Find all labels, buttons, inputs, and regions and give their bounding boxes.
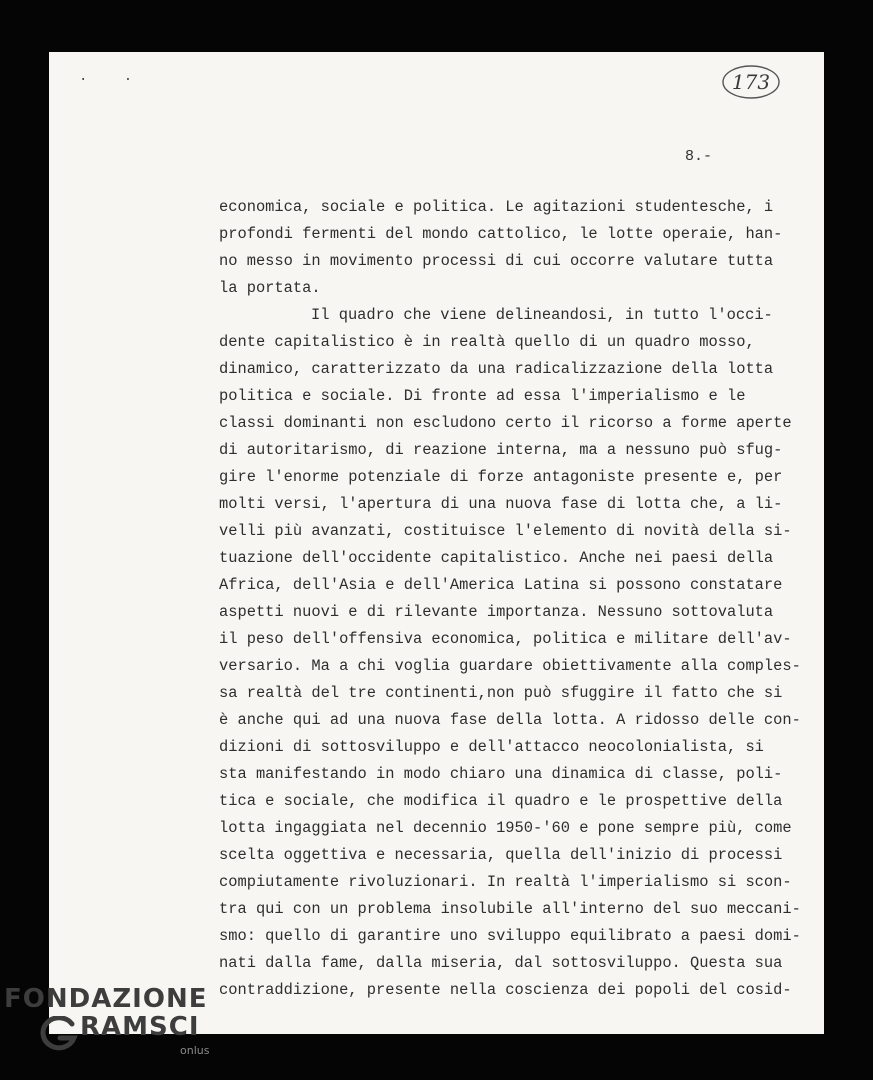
text-line: Africa, dell'Asia e dell'America Latina si possono constatare bbox=[219, 576, 783, 594]
page-number: 8.- bbox=[685, 148, 713, 165]
text-line: aspetti nuovi e di rilevante importanza. Nessuno sottovaluta bbox=[219, 603, 774, 621]
folio-number: 173 bbox=[731, 70, 771, 94]
folio-stamp bbox=[721, 64, 781, 100]
text-line: economica, sociale e politica. Le agitazioni studentesche, i bbox=[219, 198, 774, 216]
text-line: la portata. bbox=[219, 279, 321, 297]
text-line: velli più avanzati, costituisce l'elemento di novità della si- bbox=[219, 522, 792, 540]
document-page bbox=[49, 52, 824, 1034]
text-line: scelta oggettiva e necessaria, quella dell'inizio di processi bbox=[219, 846, 783, 864]
text-line: classi dominanti non escludono certo il ricorso a forme aperte bbox=[219, 414, 792, 432]
text-line: profondi fermenti del mondo cattolico, le lotte operaie, han- bbox=[219, 225, 783, 243]
text-line: no messo in movimento processi di cui occorre valutare tutta bbox=[219, 252, 774, 270]
text-line: gire l'enorme potenziale di forze antagoniste presente e, per bbox=[219, 468, 783, 486]
margin-dots: · · bbox=[79, 72, 147, 88]
typed-text-body bbox=[219, 194, 809, 1004]
text-line: lotta ingaggiata nel decennio 1950-'60 e pone sempre più, come bbox=[219, 819, 792, 837]
text-line: dizioni di sottosviluppo e dell'attacco neocolonialista, si bbox=[219, 738, 764, 756]
text-line: contraddizione, presente nella coscienza dei popoli del cosid- bbox=[219, 981, 792, 999]
text-line: dente capitalistico è in realtà quello di un quadro mosso, bbox=[219, 333, 755, 351]
text-line: di autoritarismo, di reazione interna, ma a nessuno può sfug- bbox=[219, 441, 783, 459]
text-line: sa realtà del tre continenti,non può sfuggire il fatto che si bbox=[219, 684, 783, 702]
watermark-word2: RAMSCI bbox=[80, 1012, 200, 1042]
text-line: tuazione dell'occidente capitalistico. Anche nei paesi della bbox=[219, 549, 774, 567]
text-line: tra qui con un problema insolubile all'interno del suo meccani- bbox=[219, 900, 801, 918]
text-line: tica e sociale, che modifica il quadro e le prospettive della bbox=[219, 792, 783, 810]
watermark-sub: onlus bbox=[180, 1044, 210, 1057]
text-line: è anche qui ad una nuova fase della lotta. A ridosso delle con- bbox=[219, 711, 801, 729]
g-logo-icon bbox=[40, 1016, 78, 1052]
watermark-line1: FONDAZIONE bbox=[4, 984, 208, 1014]
text-line: il peso dell'offensiva economica, politica e militare dell'av- bbox=[219, 630, 792, 648]
text-line: molti versi, l'apertura di una nuova fase di lotta che, a li- bbox=[219, 495, 783, 513]
text-line: compiutamente rivoluzionari. In realtà l'imperialismo si scon- bbox=[219, 873, 792, 891]
text-line: dinamico, caratterizzato da una radicalizzazione della lotta bbox=[219, 360, 774, 378]
text-line: Il quadro che viene delineandosi, in tutto l'occi- bbox=[311, 306, 773, 324]
text-line: sta manifestando in modo chiaro una dinamica di classe, poli- bbox=[219, 765, 783, 783]
text-line: versario. Ma a chi voglia guardare obiettivamente alla comples- bbox=[219, 657, 801, 675]
fondazione-gramsci-watermark bbox=[4, 984, 210, 1057]
text-line: politica e sociale. Di fronte ad essa l'imperialismo e le bbox=[219, 387, 746, 405]
text-line: nati dalla fame, dalla miseria, dal sottosviluppo. Questa sua bbox=[219, 954, 783, 972]
text-line: smo: quello di garantire uno sviluppo equilibrato a paesi domi- bbox=[219, 927, 801, 945]
